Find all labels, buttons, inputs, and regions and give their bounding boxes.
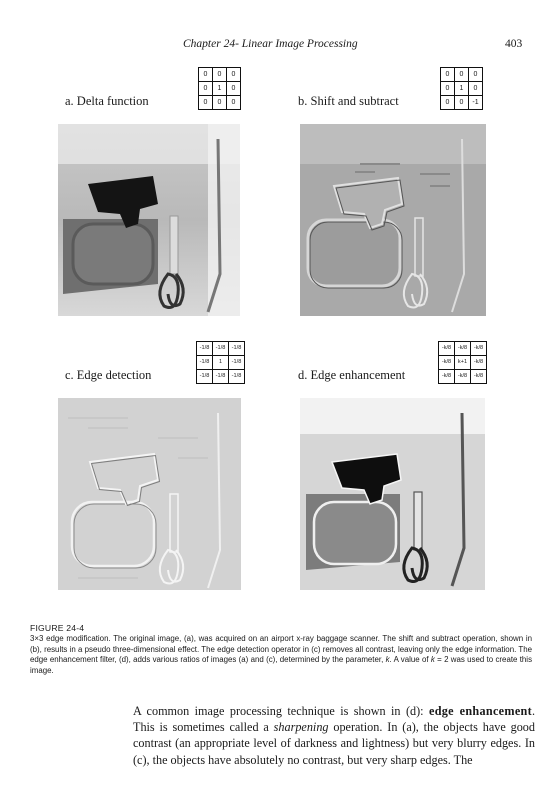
kernel-cell: 0: [213, 68, 227, 82]
kernel-cell: 0: [441, 82, 455, 96]
panel-c-kernel: [196, 341, 245, 384]
kernel-cell: 0: [199, 68, 213, 82]
kernel-cell: -1/8: [213, 342, 229, 356]
caption-text: 3×3 edge modification. The original image, (a), was acquired on an airport x-ray baggage scanner. The shift and subtract operation, shown in (b), results in a pseudo three-dimensional effect. The edge detection operator in (c) removes all contrast, leaving only the edge information. The edge enhancement filter, (d), adds various ratios of images (a) and (c), determined by the parameter,: [30, 634, 532, 665]
caption-param-k: k: [430, 655, 435, 665]
panel-a-label: a. Delta function: [65, 94, 149, 108]
kernel-cell: -1/8: [197, 356, 213, 370]
panel-a-kernel: [198, 67, 241, 110]
kernel-cell: 1: [455, 82, 469, 96]
kernel-cell: 0: [441, 96, 455, 110]
body-text: operation. In (a), the objects have good contrast (an appropriate level of darkness and lightness) but very blurry edges. In (c), the objects have absolutely no contrast, but very sharp edges. The: [133, 720, 535, 767]
xray-image-edge-enhancement: [300, 398, 485, 590]
kernel-cell: -k/8: [471, 370, 487, 384]
xray-image-original: [58, 124, 240, 316]
kernel-cell: -k/8: [455, 342, 471, 356]
term-sharpening: sharpening: [273, 720, 329, 735]
kernel-cell: -k/8: [439, 370, 455, 384]
kernel-cell: -1/8: [213, 370, 229, 384]
running-header: [0, 38, 558, 54]
kernel-cell: 0: [455, 96, 469, 110]
kernel-cell: -1/8: [229, 356, 245, 370]
kernel-cell: -k/8: [439, 356, 455, 370]
kernel-cell: 0: [227, 68, 241, 82]
xray-image-edge-detection: [58, 398, 241, 590]
panel-d-label: d. Edge enhancement: [298, 368, 406, 382]
kernel-cell: -k/8: [471, 356, 487, 370]
xray-image-shift-subtract: [300, 124, 486, 316]
body-paragraph: [133, 703, 535, 768]
kernel-cell: 0: [469, 68, 483, 82]
body-text: . This is sometimes called a: [133, 704, 536, 735]
kernel-cell: 0: [227, 96, 241, 110]
term-edge-enhancement: edge enhancement: [428, 704, 532, 718]
panel-d-kernel: [438, 341, 487, 384]
panel-b-label: b. Shift and subtract: [298, 94, 399, 108]
figure-caption: [30, 634, 532, 676]
kernel-cell: 0: [227, 82, 241, 96]
kernel-cell: 0: [199, 96, 213, 110]
panel-b-kernel: [440, 67, 483, 110]
body-text: A common image processing technique is shown in (d):: [133, 704, 429, 718]
kernel-cell: 0: [199, 82, 213, 96]
caption-text: . A value of: [389, 655, 431, 665]
kernel-cell: -1/8: [197, 342, 213, 356]
kernel-cell: 1: [213, 82, 227, 96]
kernel-cell: 0: [455, 68, 469, 82]
kernel-cell: 0: [441, 68, 455, 82]
kernel-cell: -1/8: [229, 342, 245, 356]
kernel-cell: -1/8: [229, 370, 245, 384]
kernel-cell: -k/8: [439, 342, 455, 356]
caption-text: = 2 was used to create this image.: [30, 655, 533, 675]
kernel-cell: -k/8: [471, 342, 487, 356]
kernel-cell: 1: [213, 356, 229, 370]
chapter-title: Chapter 24- Linear Image Processing: [183, 38, 358, 50]
panel-c-label: c. Edge detection: [65, 368, 152, 382]
kernel-cell: 0: [469, 82, 483, 96]
kernel-cell: -1/8: [197, 370, 213, 384]
kernel-cell: -1: [469, 96, 483, 110]
kernel-cell: k+1: [455, 356, 471, 370]
figure-title: FIGURE 24-4: [30, 623, 85, 633]
kernel-cell: 0: [213, 96, 227, 110]
page-number: 403: [505, 38, 523, 50]
kernel-cell: -k/8: [455, 370, 471, 384]
caption-param-k: k: [385, 655, 390, 665]
